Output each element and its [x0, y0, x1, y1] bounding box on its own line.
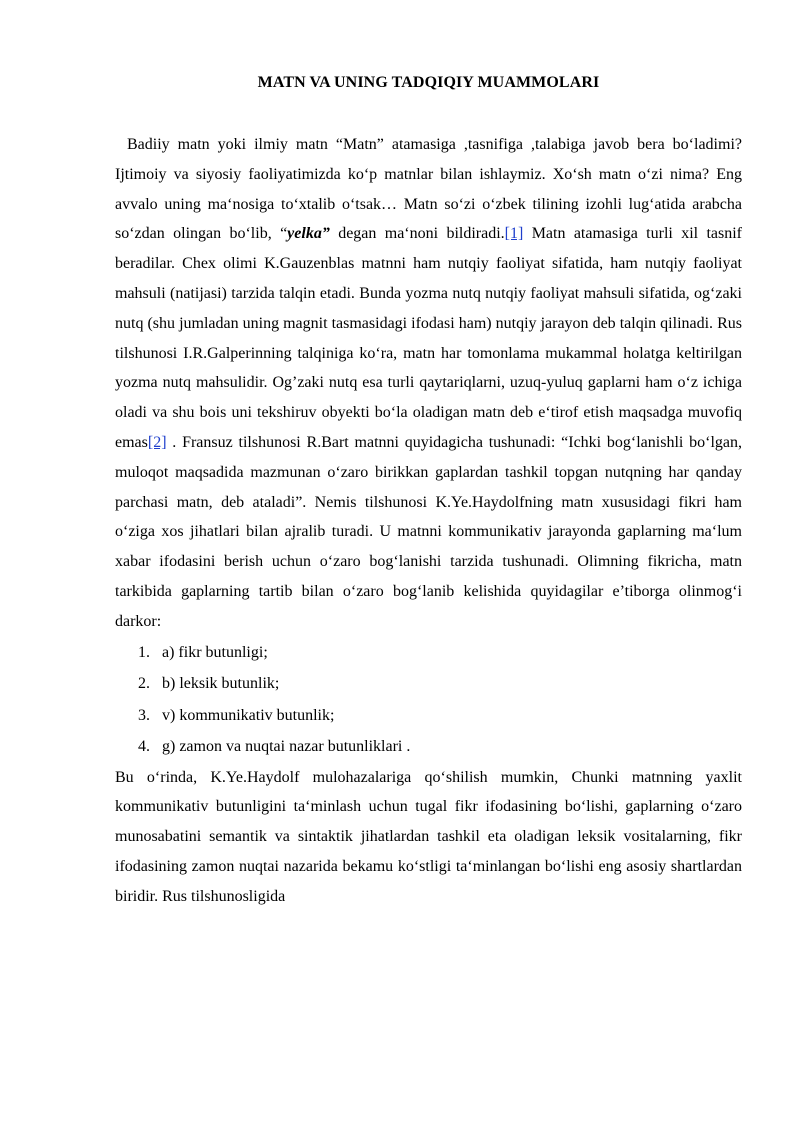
footnote-link-1[interactable]: [1]: [504, 225, 524, 243]
paragraph-1-text-c: Matn atamasiga turli xil tasnif beradilar. Chex olimi K.Gauzenblas matnni ham nutqiy faoliyat sifatida, ham nutqiy faoliyat mahsuli (natijasi) tarzida talqin etadi. Bunda yozma nutq nutqiy faoliyat mahsuli sifatida, og‘zaki nutq (shu jumladan uning magnit tasmasidagi ifodasi ham) nutqiy jarayon deb talqin qilinadi. Rus tilshunosi I.R.Galperinning talqiniga ko‘ra, matn har tomonlama mukammal holatga keltirilgan yozma nutq mahsulidir. Og’zaki nutq esa turli qaytariqlarni, uzuq-yuluq gaplarni ham o‘z ichiga oladi va shu bois uni tekshiruv obyekti bo‘la oladigan matn deb e‘tirof etish maqsadga muvofiq emas: [115, 225, 743, 451]
document-title: MATN VA UNING TADQIQIY MUAMMOLARI: [257, 74, 600, 91]
list-item: [115, 668, 742, 700]
list-item-text: v) kommunikativ butunlik;: [162, 706, 335, 724]
body-paragraph-1: [115, 130, 742, 637]
list-item: [115, 637, 742, 669]
paragraph-1-text-b: degan ma‘noni bildiradi.: [329, 225, 505, 243]
list-item-number: 1.: [138, 643, 150, 661]
criteria-list: [115, 637, 742, 763]
list-item: [115, 700, 742, 732]
document-page: [115, 74, 742, 912]
list-item-number: 3.: [138, 706, 150, 724]
list-item-text: a) fikr butunligi;: [162, 643, 268, 661]
list-item-number: 4.: [138, 738, 150, 756]
footnote-link-2[interactable]: [2]: [147, 433, 167, 451]
list-item-number: 2.: [138, 675, 150, 693]
list-item-text: b) leksik butunlik;: [162, 675, 280, 693]
list-item-text: g) zamon va nuqtai nazar butunliklari .: [162, 738, 411, 756]
body-paragraph-2: Bu o‘rinda, K.Ye.Haydolf mulohazalariga qo‘shilish mumkin, Chunki matnning yaxlit kommunikativ butunligini ta‘minlash uchun tugal fikr ifodasining bo‘lishi, gaplarning o‘zaro munosabatini semantik va sintaktik jihatlardan tashkil eta oladigan leksik vositalarning, fikr ifodasining zamon nuqtai nazarida bekamu ko‘stligi ta‘minlangan bo‘lishi eng asosiy shartlardan biridir. Rus tilshunosligida: [115, 768, 742, 905]
paragraph-1-text-a: Badiiy matn yoki ilmiy matn “Matn” atamasiga ,tasnifiga ,talabiga javob bera bo‘ladimi? Ijtimoiy va siyosiy faoliyatimizda ko‘p matnlar bilan ishlaymiz. Xo‘sh matn o‘zi nima? Eng avvalo uning ma‘nosiga to‘xtalib o‘tsak… Matn so‘zi o‘zbek tilining izohli lug‘atida arabcha so‘zdan olingan bo‘lib, “: [115, 136, 742, 243]
paragraph-1-text-d: . Fransuz tilshunosi R.Bart matnni quyidagicha tushunadi: “Ichki bog‘lanishli bo‘lgan, muloqot maqsadida mazmunan o‘zaro birikkan gaplardan tashkil topgan nutqning har qanday parchasi matn, deb ataladi”. Nemis tilshunosi K.Ye.Haydolfning matn xususidagi fikri ham o‘ziga xos jihatlari bilan ajralib turadi. U matnni kommunikativ jarayonda gaplarning ma‘lum xabar ifodasini berish uchun o‘zaro bog‘lanishi tarzida tushunadi. Olimning fikricha, matn tarkibida gaplarning tartib bilan o‘zaro bog‘lanib kelishida quyidagilar e’tiborga olinmog‘i darkor:: [115, 433, 742, 630]
emphasized-word: yelka”: [287, 225, 330, 243]
list-item: [115, 731, 742, 763]
